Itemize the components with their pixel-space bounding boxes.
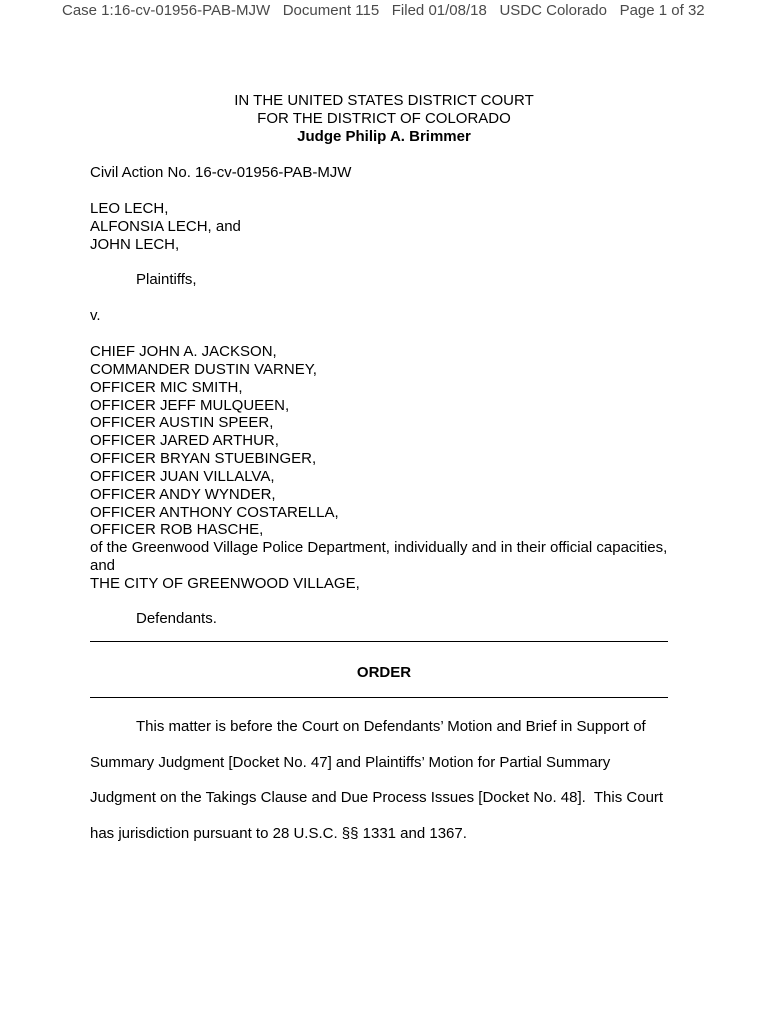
- separator-line: [90, 641, 668, 642]
- order-heading: [0, 664, 768, 682]
- versus-block: [90, 307, 101, 325]
- defendants-list: [90, 343, 667, 593]
- court-heading: [0, 92, 768, 146]
- defendant-name: CHIEF JOHN A. JACKSON,: [90, 343, 277, 360]
- header-court: USDC Colorado: [499, 2, 607, 19]
- defendants-label: Defendants.: [136, 610, 217, 627]
- header-page-number: Page 1 of 32: [619, 2, 705, 19]
- defendants-label-block: [136, 610, 217, 628]
- defendant-name: OFFICER JARED ARTHUR,: [90, 432, 279, 450]
- defendant-name: OFFICER JEFF MULQUEEN,: [90, 396, 290, 414]
- plaintiff-name: ALFONSIA LECH, and: [90, 218, 241, 235]
- defendant-name: OFFICER JUAN VILLALVA,: [90, 467, 275, 485]
- defendants-affiliation-and: and: [90, 557, 116, 575]
- paragraph-line: This matter is before the Court on Defendants’ Motion and Brief in Support of: [136, 718, 646, 735]
- order-title: ORDER: [356, 664, 412, 681]
- court-name-line: IN THE UNITED STATES DISTRICT COURT: [234, 92, 534, 109]
- defendant-name: OFFICER ANTHONY COSTARELLA,: [90, 503, 339, 521]
- paragraph-line: Judgment on the Takings Clause and Due Process Issues [Docket No. 48]. This Court: [90, 789, 664, 807]
- court-district-line: FOR THE DISTRICT OF COLORADO: [257, 110, 511, 127]
- body-paragraph: [90, 709, 663, 852]
- defendant-name: OFFICER AUSTIN SPEER,: [90, 414, 274, 432]
- defendant-name: OFFICER BRYAN STUEBINGER,: [90, 450, 317, 468]
- header-case-number: Case 1:16-cv-01956-PAB-MJW: [62, 2, 271, 19]
- defendant-name: OFFICER MIC SMITH,: [90, 378, 243, 396]
- header-document-number: Document 115: [282, 2, 380, 19]
- versus-label: v.: [90, 307, 101, 324]
- separator-line: [90, 697, 668, 698]
- ecf-header: [62, 2, 705, 20]
- paragraph-line: has jurisdiction pursuant to 28 U.S.C. §§ 1331 and 1367.: [90, 825, 467, 843]
- judge-name: Judge Philip A. Brimmer: [297, 128, 471, 145]
- plaintiff-name: JOHN LECH,: [90, 236, 180, 253]
- plaintiff-name: LEO LECH,: [90, 200, 169, 217]
- plaintiffs-list: [90, 200, 241, 254]
- civil-action-block: [90, 164, 351, 182]
- defendant-name: OFFICER ROB HASCHE,: [90, 521, 264, 539]
- plaintiffs-label: Plaintiffs,: [136, 271, 197, 288]
- defendants-affiliation: of the Greenwood Village Police Department, individually and in their official capacities,: [90, 539, 668, 557]
- defendant-name: OFFICER ANDY WYNDER,: [90, 485, 276, 503]
- defendant-name: COMMANDER DUSTIN VARNEY,: [90, 360, 317, 378]
- city-defendant: THE CITY OF GREENWOOD VILLAGE,: [90, 574, 360, 592]
- header-filed-date: Filed 01/08/18: [391, 2, 487, 19]
- civil-action-number: Civil Action No. 16-cv-01956-PAB-MJW: [90, 164, 352, 181]
- plaintiffs-label-block: [136, 271, 197, 289]
- paragraph-line: Summary Judgment [Docket No. 47] and Plaintiffs’ Motion for Partial Summary: [90, 753, 611, 771]
